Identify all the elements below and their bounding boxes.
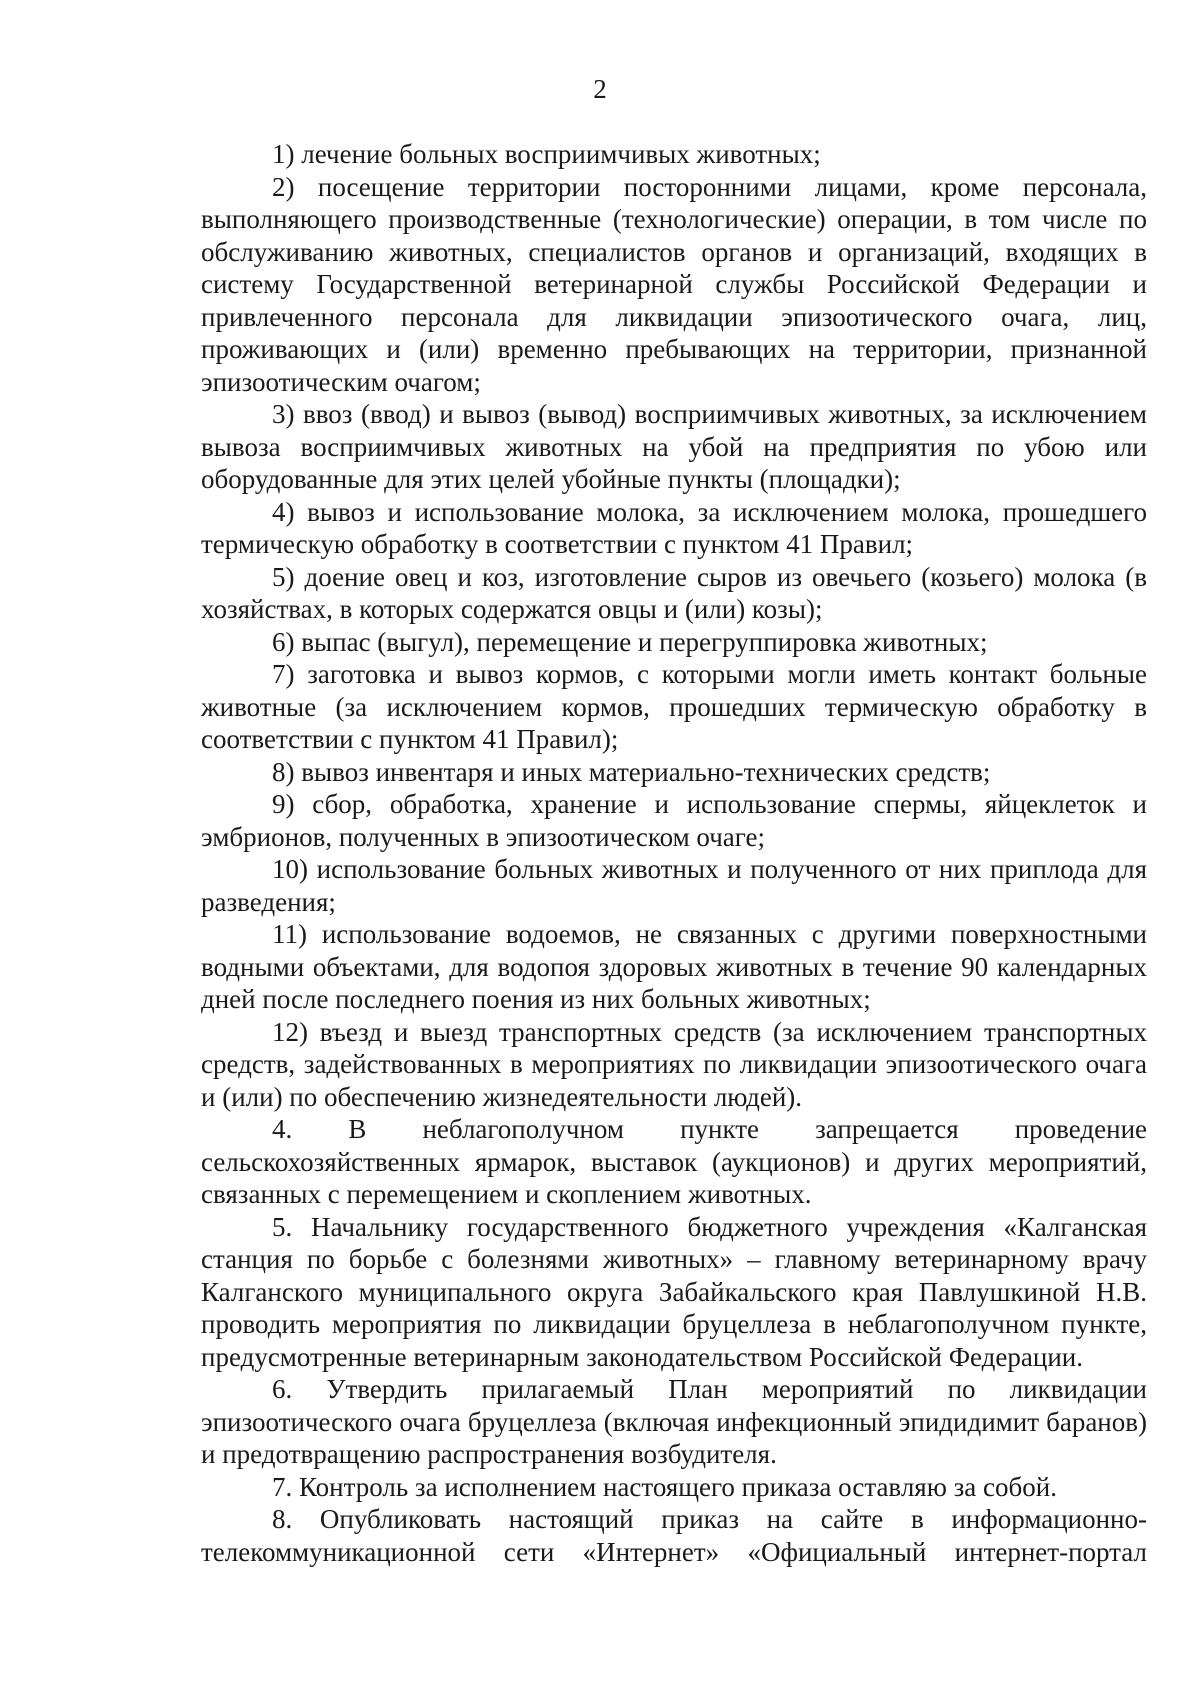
paragraph-item-8: 8) вывоз инвентаря и иных материально-технических средств; [272,756,991,787]
section-5-paragraph: 5. Начальнику государственного бюджетного учреждения «Калганская станция по борьбе с болезнями животных» – главному ветеринарному врачу Калганского муниципального округа Забайкальского края Павлушкиной Н.В. проводить мероприятия по ликвидации бруцеллеза в неблагополучном пункте, предусмотренные ветеринарным законодательством Российской Федерации. [201,1211,1147,1372]
paragraph-item-7: 7) заготовка и вывоз кормов, с которыми могли иметь контакт больные животные (за исключением кормов, прошедших термическую обработку в соответствии с пунктом 41 Правил); [201,659,1147,754]
document-body [201,138,1147,1568]
section-6-paragraph: 6. Утвердить прилагаемый План мероприятий по ликвидации эпизоотического очага бруцеллеза (включая инфекционный эпидидимит баранов) и предотвращению распространения возбудителя. [201,1374,1147,1469]
section-8-paragraph: 8. Опубликовать настоящий приказ на сайте в информационно-телекоммуникационной сети «Интернет» «Официальный интернет-портал [201,1504,1147,1567]
paragraph-item-11: 11) использование водоемов, не связанных с другими поверхностными водными объектами, для водопоя здоровых животных в течение 90 календарных дней после последнего поения из них больных животных; [201,919,1147,1014]
section-7-paragraph: 7. Контроль за исполнением настоящего приказа оставляю за собой. [272,1471,1057,1502]
paragraph-item-10: 10) использование больных животных и полученного от них приплода для разведения; [201,854,1147,917]
paragraph-item-9: 9) сбор, обработка, хранение и использование спермы, яйцеклеток и эмбрионов, полученных в эпизоотическом очаге; [201,789,1147,852]
paragraph-item-5: 5) доение овец и коз, изготовление сыров из овечьего (козьего) молока (в хозяйствах, в которых содержатся овцы и (или) козы); [201,561,1147,624]
section-4-paragraph: 4. В неблагополучном пункте запрещается проведение сельскохозяйственных ярмарок, выставок (аукционов) и других мероприятий, связанных с перемещением и скоплением животных. [201,1114,1147,1209]
paragraph-item-3: 3) ввоз (ввод) и вывоз (вывод) восприимчивых животных, за исключением вывоза восприимчивых животных на убой на предприятия по убою или оборудованные для этих целей убойные пункты (площадки); [201,399,1147,494]
paragraph-item-1: 1) лечение больных восприимчивых животных; [272,139,821,169]
paragraph-item-6: 6) выпас (выгул), перемещение и перегруппировка животных; [272,626,988,657]
page-number: 2 [593,74,607,104]
paragraph-item-12: 12) въезд и выезд транспортных средств (за исключением транспортных средств, задействованных в мероприятиях по ликвидации эпизоотического очага и (или) по обеспечению жизнедеятельности людей). [201,1016,1147,1112]
paragraph-item-4: 4) вывоз и использование молока, за исключением молока, прошедшего термическую обработку в соответствии с пунктом 41 Правил; [201,496,1147,559]
paragraph-item-2: 2) посещение территории посторонними лицами, кроме персонала, выполняющего производственные (технологические) операции, в том числе по обслуживанию животных, специалистов органов и организаций, входящих в систему Государственной ветеринарной службы Российской Федерации и привлеченного персонала для ликвидации эпизоотического очага, лиц, проживающих и (или) временно пребывающих на территории, признанной эпизоотическим очагом; [201,171,1147,397]
